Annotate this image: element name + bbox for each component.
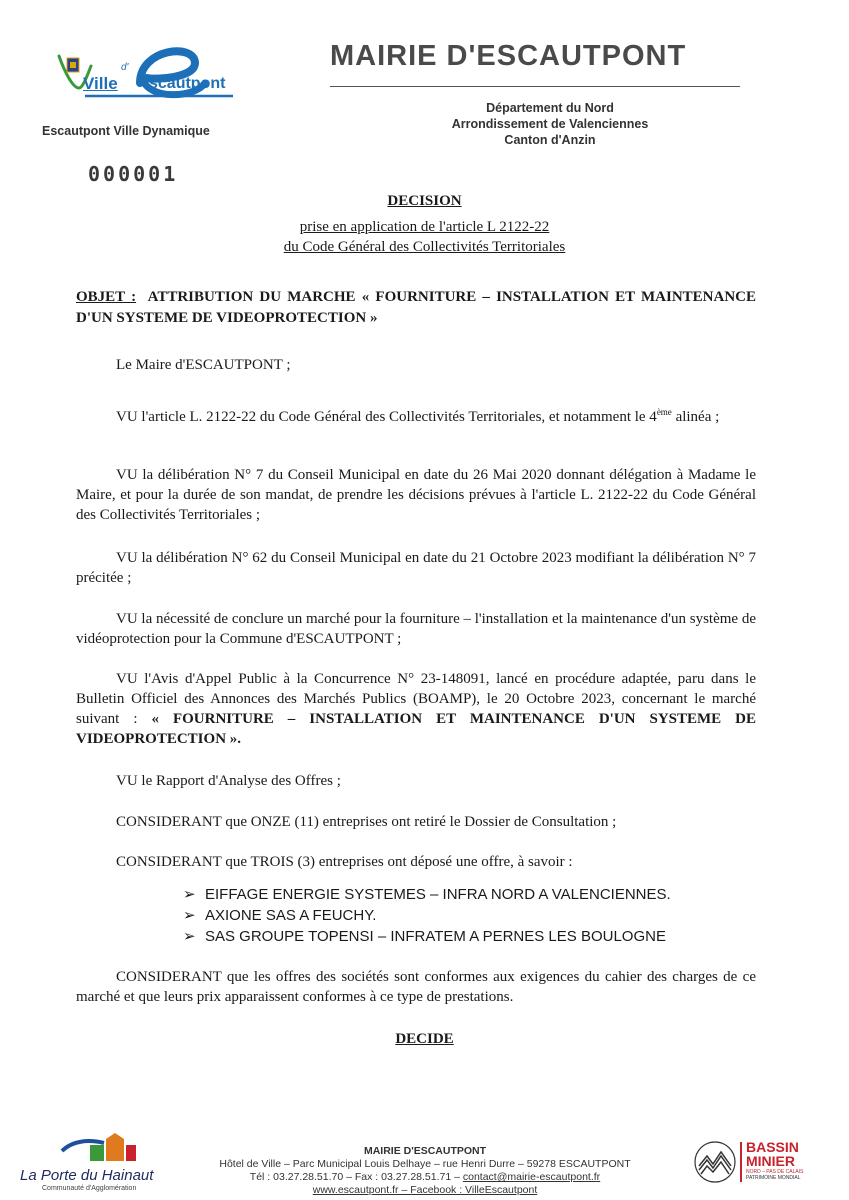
list-item	[183, 884, 671, 905]
porte-du-hainaut-logo	[20, 1133, 180, 1193]
vu-paragraph: VU la délibération N° 7 du Conseil Municipal en date du 26 Mai 2020 donnant délégation à Madame le Maire, et pour la durée de son mandat, de prendre les décisions prévues à l'article L. 2122-22 du Code Général des Collectivités Territoriales ;	[76, 467, 756, 523]
escautpont-logo	[55, 38, 240, 108]
vu1-text-end: alinéa ;	[671, 409, 720, 425]
bassin-minier-emblem-icon	[693, 1140, 737, 1184]
considerant-paragraph: CONSIDERANT que TROIS (3) entreprises ont déposé une offre, à savoir :	[116, 854, 573, 870]
department-block	[390, 100, 710, 148]
vu5-market-title: « FOURNITURE – INSTALLATION ET MAINTENANCE D'UN SYSTEME DE VIDEOPROTECTION ».	[76, 711, 756, 747]
footer-title: MAIRIE D'ESCAUTPONT	[363, 1145, 487, 1157]
list-item-text: EIFFAGE ENERGIE SYSTEMES – INFRA NORD A VALENCIENNES.	[205, 886, 671, 903]
footer-contact	[180, 1145, 670, 1197]
list-item-text: AXIONE SAS A FEUCHY.	[205, 907, 377, 924]
arrondissement-line: Arrondissement de Valenciennes	[451, 117, 649, 131]
page-title: MAIRIE D'ESCAUTPONT	[330, 40, 687, 72]
decision-subtitle	[0, 217, 849, 257]
objet-label: OBJET :	[76, 289, 137, 305]
hainaut-graphic-icon	[60, 1133, 170, 1165]
considerant-paragraph: CONSIDERANT que les offres des sociétés sont conformes aux exigences du cahier des charges de ce marché et que leurs prix apparaissent conformes à ce type de prestations.	[76, 969, 756, 1005]
hainaut-sub: Communauté d'Agglomération	[42, 1185, 137, 1192]
objet-text: ATTRIBUTION DU MARCHE « FOURNITURE – INSTALLATION ET MAINTENANCE D'UN SYSTEME DE VIDEOPROTECTION »	[76, 289, 756, 326]
vu1-text: VU l'article L. 2122-22 du Code Général des Collectivités Territoriales, et notamment le 4	[116, 409, 657, 425]
footer-web-link[interactable]: www.escautpont.fr – Facebook : VilleEscautpont	[312, 1184, 538, 1196]
decision-subtitle-line: prise en application de l'article L 2122-22	[299, 219, 550, 235]
vu1-superscript: ème	[656, 407, 672, 417]
bidders-list	[183, 884, 671, 947]
considerant-paragraph: CONSIDERANT que ONZE (11) entreprises ont retiré le Dossier de Consultation ;	[116, 814, 617, 830]
footer-phone: Tél : 03.27.28.51.70 – Fax : 03.27.28.51.71 –	[249, 1171, 463, 1183]
footer-address: Hôtel de Ville – Parc Municipal Louis Delhaye – rue Henri Durre – 59278 ESCAUTPONT	[219, 1158, 631, 1170]
title-divider	[330, 86, 740, 87]
decision-title: DECISION	[387, 193, 462, 209]
arrow-bullet-icon: ➢	[183, 907, 196, 924]
arrow-bullet-icon: ➢	[183, 928, 196, 945]
maire-line: Le Maire d'ESCAUTPONT ;	[116, 357, 291, 373]
logo-escautpont-text: scautpont	[149, 75, 226, 92]
department-line: Département du Nord	[486, 101, 614, 115]
decision-subtitle-line: du Code Général des Collectivités Territoriales	[283, 239, 566, 255]
footer-phone-line	[180, 1171, 670, 1184]
decide-heading: DECIDE	[395, 1031, 454, 1047]
list-item	[183, 926, 671, 947]
bassin-divider	[740, 1142, 742, 1182]
logo-graphic	[55, 38, 240, 108]
footer-email-link[interactable]: contact@mairie-escautpont.fr	[462, 1171, 601, 1183]
list-item	[183, 905, 671, 926]
canton-line: Canton d'Anzin	[504, 133, 596, 147]
vu-paragraph	[76, 402, 756, 427]
logo-de-text: d'	[121, 62, 129, 73]
list-item-text: SAS GROUPE TOPENSI – INFRATEM A PERNES LES BOULOGNE	[205, 928, 666, 945]
vu-paragraph: VU la délibération N° 62 du Conseil Municipal en date du 21 Octobre 2023 modifiant la délibération N° 7 précitée ;	[76, 550, 756, 586]
vu-paragraph: VU le Rapport d'Analyse des Offres ;	[116, 773, 341, 789]
logo-ville-text: Ville	[83, 74, 118, 93]
vu-paragraph: VU la nécessité de conclure un marché pour la fourniture – l'installation et la maintenance d'un système de vidéoprotection pour la Commune d'ESCAUTPONT ;	[76, 611, 756, 647]
bassin-line4: PATRIMOINE MONDIAL	[746, 1175, 801, 1181]
town-slogan: Escautpont Ville Dynamique	[42, 124, 210, 138]
bassin-line2: MINIER	[746, 1153, 795, 1169]
arrow-bullet-icon: ➢	[183, 886, 196, 903]
vu5-text: VU l'Avis d'Appel Public à la Concurrence N° 23-148091, lancé en procédure adaptée, paru dans le Bulletin Officiel des Annonces des Marchés Publics (BOAMP), le 20 Octobre 2023, concernant le marché suivant :	[76, 671, 756, 727]
bassin-line3: NORD – PAS DE CALAIS	[746, 1169, 804, 1175]
bassin-line1: BASSIN	[746, 1139, 799, 1155]
hainaut-name: La Porte du Hainaut	[20, 1167, 154, 1184]
vu-paragraph	[76, 669, 756, 749]
document-number: 000001	[88, 162, 179, 186]
bassin-minier-logo	[693, 1140, 833, 1185]
objet-block	[76, 287, 756, 329]
